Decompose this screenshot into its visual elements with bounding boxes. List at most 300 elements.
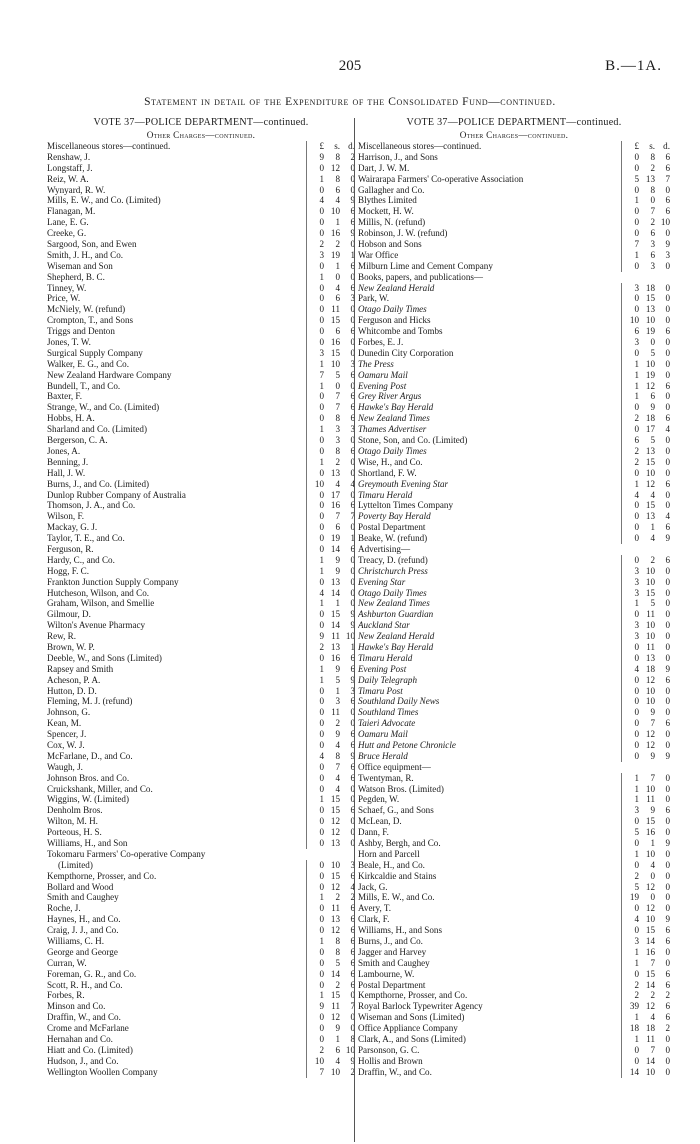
payee-name: Kempthorne, Prosser, and Co. — [47, 870, 157, 881]
amount-shillings: 18 — [645, 282, 655, 293]
amount-pence: 0 — [665, 445, 670, 456]
list-item — [358, 794, 670, 805]
list-item — [358, 402, 670, 413]
amount-pounds: 10 — [306, 1056, 325, 1067]
payee-name: Graham, Wilson, and Smellie — [47, 598, 155, 609]
right-other-charges-subheader: Other Charges—continued. — [459, 130, 569, 140]
amount-shillings: 5 — [335, 957, 340, 968]
payee-name: Hawke's Bay Herald — [358, 402, 434, 413]
amount-pence: 0 — [665, 620, 670, 631]
amount-shillings: 12 — [645, 478, 655, 489]
list-item — [358, 283, 670, 294]
amount-pounds: 1 — [306, 675, 325, 686]
list-item — [358, 337, 670, 348]
payee-name: Burns, J., and Co. (Limited) — [47, 478, 150, 489]
amount-pounds: 0 — [621, 729, 640, 740]
currency-pounds-header: £ — [621, 141, 640, 152]
payee-name: Stone, Son, and Co. (Limited) — [358, 435, 468, 446]
list-item — [47, 315, 355, 326]
list-item — [47, 784, 355, 795]
list-item — [358, 250, 670, 261]
list-item — [358, 457, 670, 468]
payee-name: Grey River Argus — [358, 391, 422, 402]
amount-shillings: 15 — [645, 456, 655, 467]
payee-name: Dunedin City Corporation — [358, 347, 454, 358]
payee-name: Hiatt and Co. (Limited) — [47, 1044, 133, 1055]
payee-name: Ashby, Bergh, and Co. — [358, 838, 441, 848]
list-item — [47, 1056, 355, 1067]
list-item — [47, 402, 355, 413]
list-item — [358, 914, 670, 925]
amount-shillings: 1 — [335, 685, 340, 696]
amount-pounds: 0 — [621, 424, 640, 435]
amount-pence: 6 — [665, 936, 670, 947]
amount-pence: 9 — [350, 750, 355, 761]
amount-pence: 6 — [665, 674, 670, 685]
amount-shillings: 9 — [335, 565, 340, 576]
amount-pounds: 1 — [306, 664, 325, 675]
payee-name: Wilton's Avenue Pharmacy — [47, 620, 146, 631]
payee-name: Whitcombe and Tombs — [358, 326, 443, 337]
list-item — [358, 947, 670, 958]
amount-shillings: 13 — [330, 576, 340, 587]
amount-shillings: 10 — [645, 467, 655, 478]
list-item — [358, 903, 670, 914]
amount-pounds: 0 — [621, 163, 640, 174]
amount-shillings: 2 — [335, 718, 340, 729]
list-item — [358, 435, 670, 446]
amount-pence: 0 — [665, 293, 670, 304]
amount-shillings: 16 — [645, 827, 655, 838]
list-item — [358, 729, 670, 740]
list-item — [358, 675, 670, 686]
list-item — [47, 239, 355, 250]
amount-shillings: 19 — [645, 369, 655, 380]
amount-shillings: 2 — [650, 217, 655, 228]
list-item — [47, 871, 355, 882]
list-item — [358, 174, 670, 185]
payee-name: Mockett, H. W. — [358, 206, 414, 217]
amount-shillings: 1 — [335, 217, 340, 228]
amount-pence: 0 — [665, 489, 670, 500]
amount-pence: 6 — [350, 217, 355, 228]
amount-pounds: 0 — [306, 707, 325, 718]
amount-pence: 6 — [350, 936, 355, 947]
payee-name: Mills, E. W., and Co. — [358, 892, 435, 903]
amount-pence: 0 — [350, 380, 355, 391]
list-item — [358, 413, 670, 424]
amount-pounds: 0 — [306, 958, 325, 969]
payee-name: Hernahan and Co. — [47, 1034, 113, 1045]
statement-title: Statement in detail of the Expenditure of the Consolidated Fund—continued. — [144, 96, 556, 108]
amount-shillings: 10 — [645, 565, 655, 576]
amount-pence: 0 — [350, 337, 355, 348]
amount-pence: 0 — [665, 631, 670, 642]
amount-pounds: 0 — [306, 304, 325, 315]
amount-shillings: 12 — [330, 1012, 340, 1023]
amount-shillings: 15 — [645, 968, 655, 979]
payee-name: Timaru Herald — [358, 652, 413, 663]
list-item — [47, 903, 355, 914]
amount-pence: 0 — [350, 522, 355, 533]
amount-pence: 6 — [350, 914, 355, 925]
amount-shillings: 15 — [645, 293, 655, 304]
amount-pence: 6 — [350, 543, 355, 554]
payee-name: Kempthorne, Prosser, and Co. — [358, 990, 468, 1001]
amount-shillings: 14 — [330, 587, 340, 598]
amount-pounds: 0 — [306, 402, 325, 413]
amount-pence: 9 — [350, 228, 355, 239]
payee-name: Royal Barlock Typewriter Agency — [358, 1001, 483, 1012]
payee-name: Ashburton Guardian — [358, 609, 434, 620]
amount-pence: 0 — [665, 641, 670, 652]
amount-pounds: 1 — [306, 381, 325, 392]
amount-pounds: 2 — [621, 413, 640, 424]
amount-pence: 8 — [350, 1034, 355, 1045]
payee-name: Hall, J. W. — [47, 467, 86, 478]
amount-pence: 4 — [665, 511, 670, 522]
amount-pence: 0 — [665, 391, 670, 402]
amount-pounds: 0 — [621, 696, 640, 707]
amount-pence: 0 — [350, 1023, 355, 1034]
amount-pounds: 39 — [621, 1001, 640, 1012]
amount-pounds: 0 — [306, 838, 325, 849]
amount-shillings: 2 — [650, 554, 655, 565]
amount-pounds: 4 — [621, 914, 640, 925]
payee-name: Foreman, G. R., and Co. — [47, 968, 137, 979]
amount-pence: 6 — [350, 870, 355, 881]
amount-pounds: 3 — [621, 337, 640, 348]
list-item — [47, 882, 355, 893]
payee-name: Harrison, J., and Sons — [358, 151, 438, 162]
list-item — [358, 381, 670, 392]
list-item — [358, 860, 670, 871]
payee-name: Greymouth Evening Star — [358, 478, 449, 489]
amount-pence: 0 — [350, 554, 355, 565]
amount-shillings: 19 — [645, 326, 655, 337]
list-item — [358, 490, 670, 501]
amount-shillings: 11 — [646, 609, 655, 620]
list-item — [47, 555, 355, 566]
amount-shillings: 0 — [650, 892, 655, 903]
list-item — [47, 751, 355, 762]
list-item — [47, 642, 355, 653]
payee-name: Reiz, W. A. — [47, 173, 89, 184]
amount-pence: 6 — [665, 554, 670, 565]
list-item — [358, 696, 670, 707]
payee-name: Southland Times — [358, 707, 419, 718]
list-item — [358, 773, 670, 784]
amount-pounds: 0 — [306, 337, 325, 348]
amount-pence: 0 — [350, 456, 355, 467]
amount-shillings: 7 — [650, 772, 655, 783]
amount-shillings: 3 — [335, 435, 340, 446]
list-item — [47, 359, 355, 370]
list-item — [47, 1012, 355, 1023]
payee-name: Shortland, F. W. — [358, 467, 417, 478]
amount-pence: 6 — [350, 652, 355, 663]
amount-shillings: 9 — [650, 707, 655, 718]
amount-pence: 0 — [665, 587, 670, 598]
list-item — [47, 533, 355, 544]
amount-shillings: 19 — [330, 533, 340, 544]
amount-pounds: 0 — [306, 871, 325, 882]
amount-pence: 4 — [665, 424, 670, 435]
amount-shillings: 12 — [330, 881, 340, 892]
amount-pounds: 1 — [621, 381, 640, 392]
list-item — [358, 871, 670, 882]
amount-pounds: 9 — [306, 1001, 325, 1012]
amount-pence: 0 — [350, 489, 355, 500]
amount-shillings: 7 — [335, 402, 340, 413]
amount-pounds: 4 — [306, 195, 325, 206]
payee-name: Lyttelton Times Company — [358, 500, 453, 511]
amount-pounds: 0 — [306, 1023, 325, 1034]
amount-pence: 0 — [665, 794, 670, 805]
payee-name: Crompton, T., and Sons — [47, 315, 134, 326]
amount-shillings: 9 — [335, 729, 340, 740]
amount-pounds: 0 — [306, 228, 325, 239]
amount-pounds: 0 — [306, 544, 325, 555]
amount-pounds: 0 — [306, 860, 325, 871]
amount-shillings: 0 — [650, 195, 655, 206]
amount-pounds: 1 — [621, 794, 640, 805]
amount-shillings: 1 — [650, 838, 655, 848]
amount-shillings: 4 — [335, 783, 340, 794]
list-item — [47, 152, 355, 163]
amount-pounds: 0 — [306, 261, 325, 272]
amount-pence: 0 — [665, 1055, 670, 1066]
amount-shillings: 9 — [650, 805, 655, 816]
amount-shillings: 9 — [335, 663, 340, 674]
list-item — [47, 468, 355, 479]
amount-pounds: 0 — [306, 805, 325, 816]
amount-shillings: 12 — [330, 816, 340, 827]
list-item — [47, 686, 355, 697]
payee-name: Office Appliance Company — [358, 1023, 458, 1034]
list-item — [358, 980, 670, 991]
payee-name: Milburn Lime and Cement Company — [358, 260, 493, 271]
payee-name: Christchurch Press — [358, 565, 428, 576]
amount-pounds: 0 — [306, 609, 325, 620]
payee-name: Otago Daily Times — [358, 445, 427, 456]
currency-shillings-header: s. — [649, 141, 655, 151]
amount-pence: 0 — [665, 1044, 670, 1055]
amount-shillings: 13 — [330, 641, 340, 652]
amount-pounds: 1 — [306, 990, 325, 1001]
amount-pence: 9 — [665, 838, 670, 848]
amount-pounds: 0 — [621, 653, 640, 664]
amount-pence: 0 — [665, 282, 670, 293]
amount-pence: 0 — [665, 848, 670, 859]
amount-pounds: 1 — [621, 784, 640, 795]
list-item — [47, 936, 355, 947]
amount-pounds: 0 — [621, 925, 640, 936]
list-item — [47, 598, 355, 609]
amount-pence: 6 — [350, 260, 355, 271]
list-item — [358, 838, 670, 849]
list-item — [358, 522, 670, 533]
list-item — [358, 642, 670, 653]
list-item — [358, 261, 670, 272]
amount-shillings: 4 — [335, 772, 340, 783]
payee-name: McFarlane, D., and Co. — [47, 750, 133, 761]
amount-pounds: 0 — [306, 696, 325, 707]
list-item — [358, 958, 670, 969]
amount-pence: 9 — [350, 674, 355, 685]
list-item — [47, 283, 355, 294]
list-item — [47, 185, 355, 196]
amount-pence: 0 — [350, 576, 355, 587]
payee-name: Waugh, J. — [47, 761, 83, 772]
amount-pence: 10 — [345, 1044, 355, 1055]
amount-pounds: 19 — [621, 892, 640, 903]
amount-pounds: 0 — [306, 326, 325, 337]
amount-pounds: 1 — [621, 849, 640, 860]
amount-pence: 6 — [350, 729, 355, 740]
amount-shillings: 6 — [650, 391, 655, 402]
amount-shillings: 6 — [335, 326, 340, 337]
amount-pence: 3 — [665, 249, 670, 260]
payee-name: Triggs and Denton — [47, 326, 115, 337]
list-item — [358, 359, 670, 370]
amount-shillings: 3 — [650, 260, 655, 271]
section-heading: Miscellaneous stores—continued. — [47, 141, 171, 151]
amount-shillings: 12 — [645, 380, 655, 391]
amount-shillings: 12 — [645, 729, 655, 740]
amount-shillings: 12 — [330, 925, 340, 936]
amount-pence: 6 — [665, 413, 670, 424]
amount-shillings: 13 — [330, 838, 340, 848]
payee-name: Wise, H., and Co. — [358, 456, 423, 467]
list-item — [47, 457, 355, 468]
amount-shillings: 14 — [645, 936, 655, 947]
amount-shillings: 1 — [335, 260, 340, 271]
payee-name: Wellington Woollen Company — [47, 1066, 158, 1077]
amount-pounds: 0 — [306, 413, 325, 424]
amount-pence: 0 — [665, 467, 670, 478]
payee-name: New Zealand Herald — [358, 282, 435, 293]
amount-pounds: 0 — [621, 555, 640, 566]
amount-pounds: 1 — [621, 1034, 640, 1045]
amount-pounds: 7 — [306, 1067, 325, 1078]
list-item — [47, 827, 355, 838]
amount-shillings: 12 — [645, 739, 655, 750]
amount-shillings: 0 — [650, 870, 655, 881]
list-item — [358, 1045, 670, 1056]
amount-pence: 0 — [350, 162, 355, 173]
amount-pence: 6 — [665, 968, 670, 979]
amount-shillings: 10 — [645, 783, 655, 794]
payee-name: Taylor, T. E., and Co. — [47, 533, 125, 544]
list-item — [47, 337, 355, 348]
amount-shillings: 3 — [650, 239, 655, 250]
payee-name: Lane, E. G. — [47, 217, 89, 228]
list-item — [358, 1056, 670, 1067]
list-item — [358, 468, 670, 479]
amount-pounds: 0 — [306, 1012, 325, 1023]
amount-pence: 0 — [350, 315, 355, 326]
payee-name: Forbes, E. J. — [358, 337, 404, 348]
payee-name: Price, W. — [47, 293, 81, 304]
amount-shillings: 7 — [335, 511, 340, 522]
amount-shillings: 13 — [645, 445, 655, 456]
amount-shillings: 15 — [330, 609, 340, 620]
payee-name: Postal Department — [358, 979, 426, 990]
amount-pence: 6 — [665, 151, 670, 162]
amount-pence: 0 — [665, 304, 670, 315]
amount-pence: 2 — [665, 990, 670, 1001]
list-item — [358, 370, 670, 381]
amount-pence: 6 — [665, 805, 670, 816]
list-item — [47, 141, 355, 152]
list-item — [47, 348, 355, 359]
payee-name: Flanagan, M. — [47, 206, 96, 217]
payee-name: Wairarapa Farmers' Co-operative Association — [358, 173, 524, 184]
list-item — [47, 718, 355, 729]
amount-pounds: 1 — [306, 794, 325, 805]
payee-name: Tinney, W. — [47, 282, 87, 293]
left-vote-header: VOTE 37—POLICE DEPARTMENT—continued. — [93, 117, 309, 128]
amount-shillings: 17 — [330, 489, 340, 500]
list-item — [358, 762, 670, 773]
amount-shillings: 18 — [645, 663, 655, 674]
list-item — [358, 141, 670, 152]
amount-pence: 0 — [350, 1012, 355, 1023]
amount-shillings: 14 — [330, 543, 340, 554]
amount-pounds: 2 — [621, 980, 640, 991]
list-item — [358, 304, 670, 315]
payee-name: New Zealand Herald — [358, 631, 435, 642]
payee-name: Wiseman and Son — [47, 260, 113, 271]
list-item — [47, 490, 355, 501]
list-item — [358, 892, 670, 903]
list-item — [47, 479, 355, 490]
amount-pence: 0 — [350, 783, 355, 794]
payee-name: New Zealand Hardware Company — [47, 369, 172, 380]
amount-pounds: 5 — [621, 174, 640, 185]
amount-pounds: 18 — [621, 1023, 640, 1034]
list-item — [47, 566, 355, 577]
amount-pence: 6 — [665, 1012, 670, 1023]
amount-shillings: 6 — [335, 522, 340, 533]
amount-pence: 0 — [665, 696, 670, 707]
amount-shillings: 2 — [650, 990, 655, 1001]
section-heading: Miscellaneous stores—continued. — [358, 141, 482, 151]
amount-pounds: 1 — [306, 457, 325, 468]
amount-shillings: 13 — [645, 652, 655, 663]
amount-pence: 6 — [665, 478, 670, 489]
amount-pounds: 6 — [621, 326, 640, 337]
amount-pence: 0 — [665, 946, 670, 957]
payee-name: Longstaff, J. — [47, 162, 93, 173]
payee-name: Craig, J. J., and Co. — [47, 925, 119, 936]
list-item — [358, 620, 670, 631]
amount-shillings: 4 — [335, 1055, 340, 1066]
amount-shillings: 16 — [330, 337, 340, 348]
payee-name: Oamaru Mail — [358, 369, 408, 380]
payee-name: Kirkcaldie and Stains — [358, 870, 437, 881]
list-item — [358, 272, 670, 283]
list-item — [47, 653, 355, 664]
amount-pounds: 3 — [621, 283, 640, 294]
amount-pence: 0 — [350, 794, 355, 805]
payee-name: Burns, J., and Co. — [358, 936, 423, 947]
amount-pounds: 3 — [621, 936, 640, 947]
amount-shillings: 15 — [330, 315, 340, 326]
amount-shillings: 13 — [330, 914, 340, 925]
amount-pounds: 9 — [306, 152, 325, 163]
